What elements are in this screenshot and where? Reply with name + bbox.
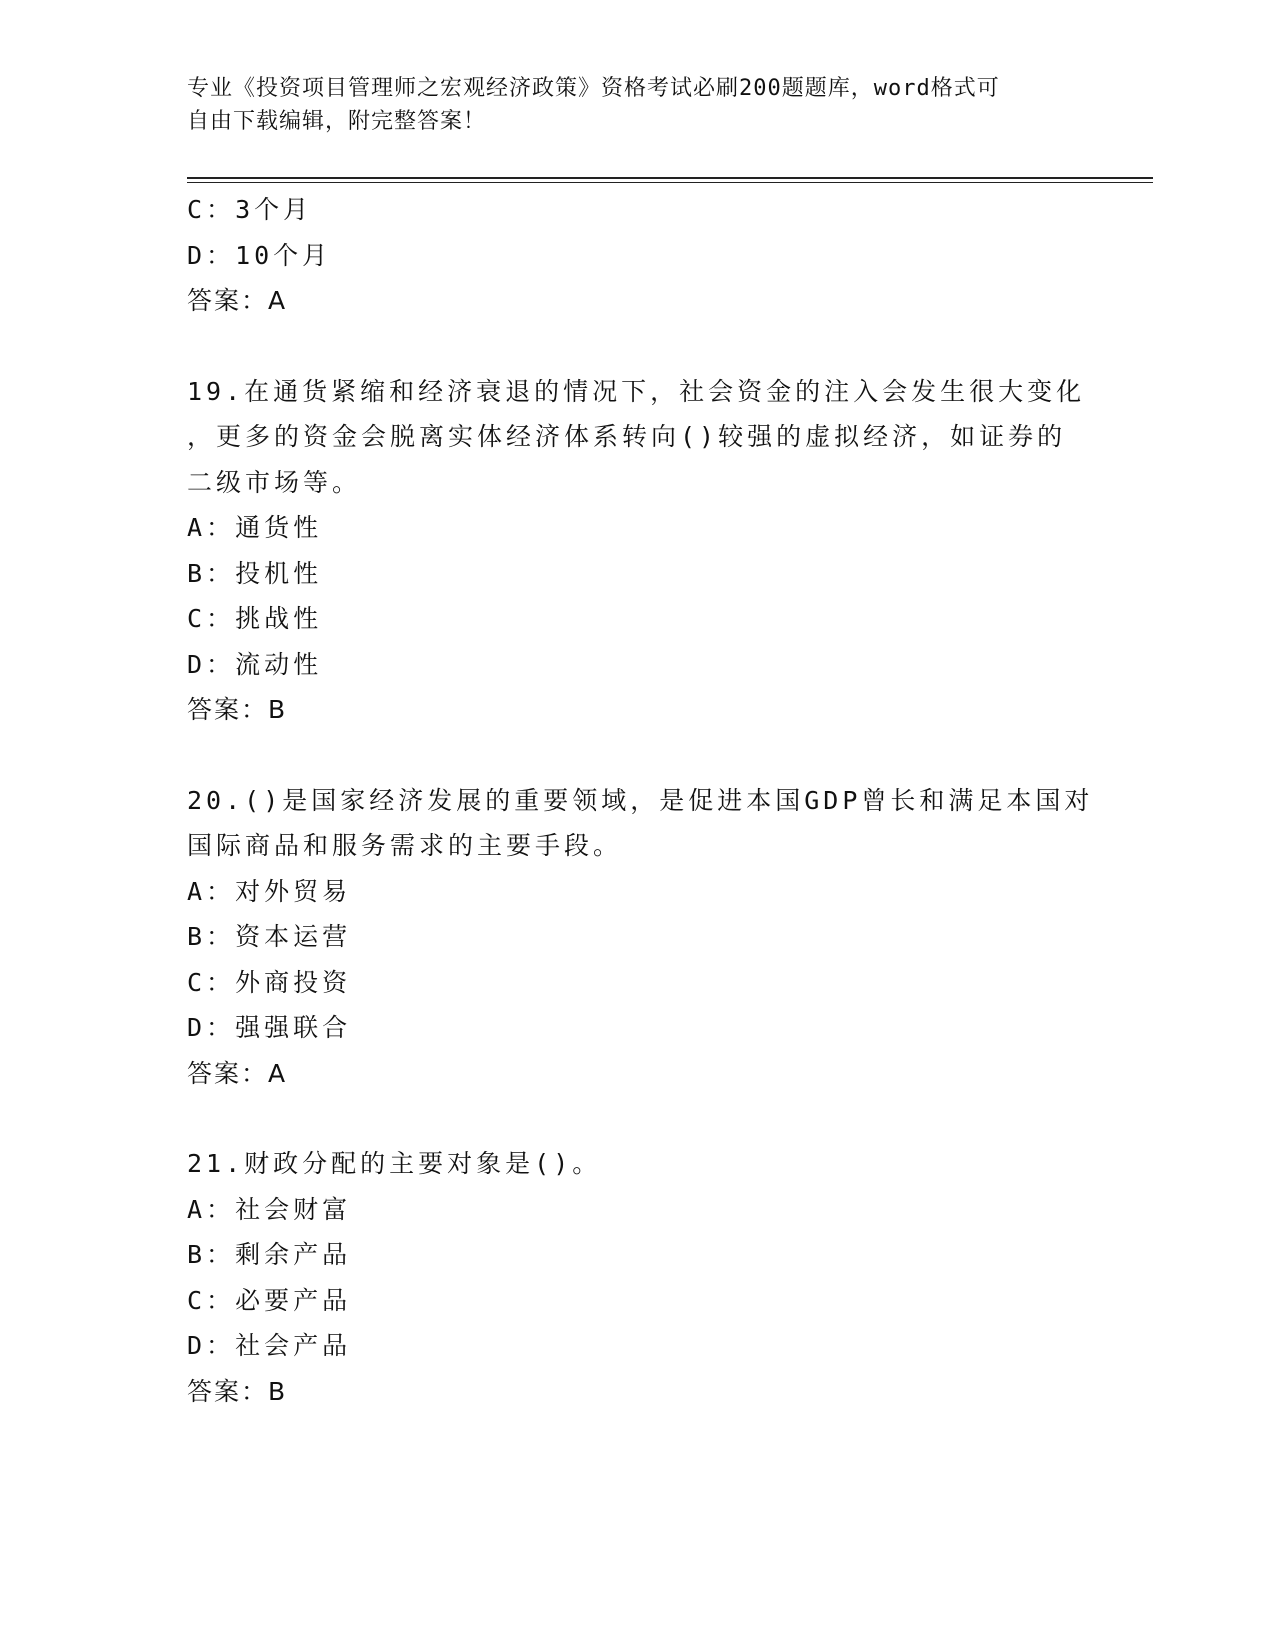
question-18-continuation: [187, 187, 1077, 324]
option-d: D：10个月: [187, 240, 332, 270]
question-list: [187, 187, 1094, 1459]
answer-line: 答案：A: [187, 1058, 286, 1088]
question-21: [187, 1141, 1077, 1414]
question-text-line: 19.在通货紧缩和经济衰退的情况下，社会资金的注入会发生很大变化: [187, 376, 1086, 406]
question-text-line: 二级市场等。: [187, 467, 362, 497]
option-d: D：流动性: [187, 649, 323, 679]
question-text-line: ，更多的资金会脱离实体经济体系转向()较强的虚拟经济，如证券的: [187, 422, 1067, 451]
document-header: [187, 72, 1077, 138]
header-line-1: 专业《投资项目管理师之宏观经济政策》资格考试必刷200题题库，word格式可: [187, 76, 1000, 101]
answer-line: 答案：B: [187, 1376, 286, 1406]
option-c: C：必要产品: [187, 1285, 352, 1315]
option-d: D：社会产品: [187, 1331, 352, 1360]
option-c: C：外商投资: [187, 967, 352, 997]
option-a: A：社会财富: [187, 1194, 352, 1224]
option-a: A：通货性: [187, 513, 323, 542]
option-a: A：对外贸易: [187, 876, 352, 906]
option-d: D：强强联合: [187, 1013, 352, 1042]
question-text-line: 20.()是国家经济发展的重要领域，是促进本国GDP曾长和满足本国对: [187, 785, 1094, 815]
header-divider: [187, 177, 1153, 183]
question-20: [187, 778, 1094, 1097]
option-b: B：资本运营: [187, 922, 352, 951]
option-b: B：剩余产品: [187, 1240, 352, 1269]
question-19: [187, 369, 1086, 733]
header-line-2: 自由下载编辑，附完整答案！: [187, 109, 487, 134]
question-text-line: 21.财政分配的主要对象是()。: [187, 1149, 602, 1178]
question-text-line: 国际商品和服务需求的主要手段。: [187, 831, 623, 860]
option-b: B：投机性: [187, 558, 323, 588]
option-c: C：3个月: [187, 195, 313, 224]
option-c: C：挑战性: [187, 604, 323, 633]
answer-line: 答案：A: [187, 286, 286, 315]
answer-line: 答案：B: [187, 695, 286, 724]
